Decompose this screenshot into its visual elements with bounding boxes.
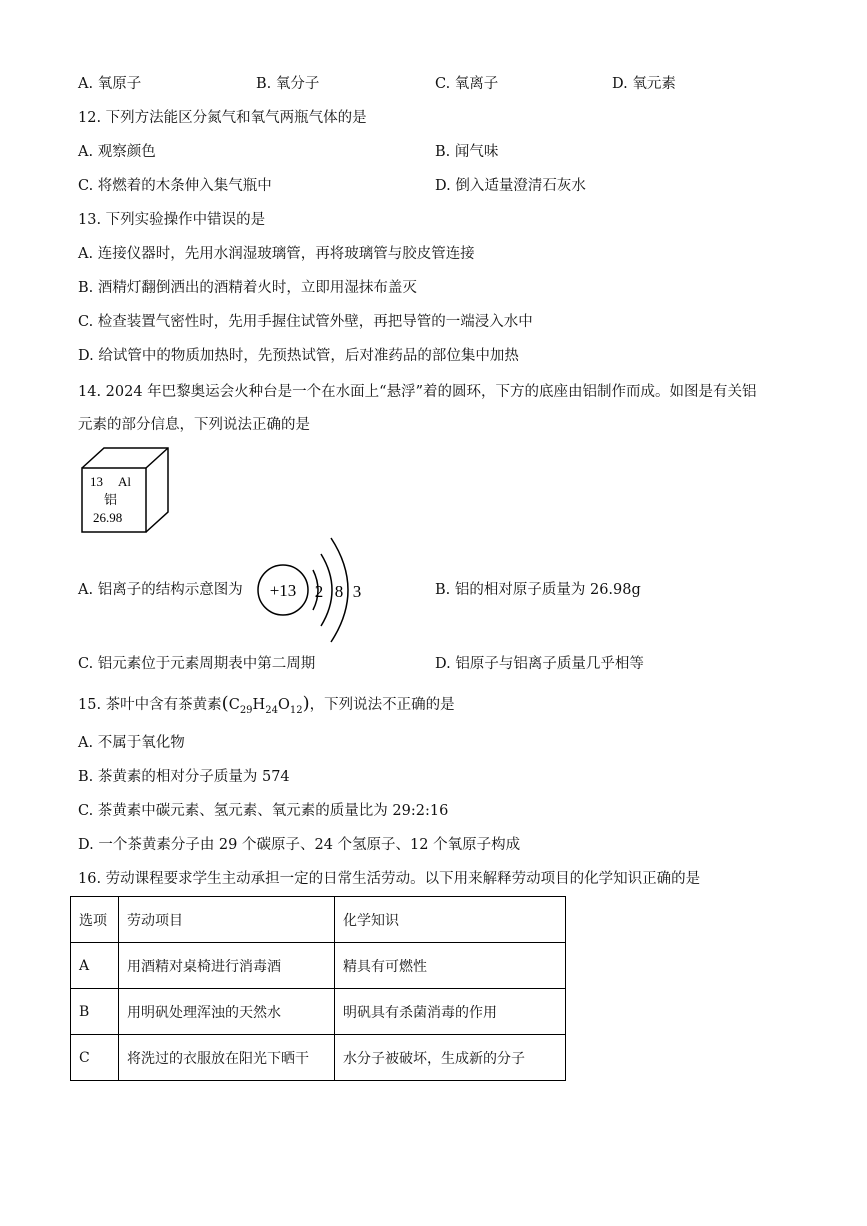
q12-stem: 12. 下列方法能区分氮气和氧气两瓶气体的是 [78,110,367,126]
row-b-labor: 用明矾处理浑浊的天然水 [119,989,335,1035]
element-cell-cube [80,446,170,534]
q14-option-b: B. 铝的相对原子质量为 26.98g [435,582,641,598]
element-symbol: Al [118,474,131,489]
table-row [71,1035,566,1081]
formula-open-paren: ( [221,693,229,714]
q11-option-c: C. 氧离子 [435,76,499,92]
q11-option-d: D. 氧元素 [612,76,676,92]
shell-2-electrons: 8 [334,582,344,601]
q15-option-b: B. 茶黄素的相对分子质量为 574 [78,769,290,785]
q12-option-d: D. 倒入适量澄清石灰水 [435,178,586,194]
row-c-option: C [71,1035,119,1081]
q13-option-c: C. 检查装置气密性时，先用手握住试管外壁，再把导管的一端浸入水中 [78,314,533,330]
q14-stem-line2: 元素的部分信息，下列说法正确的是 [78,417,310,433]
element-name: 铝 [104,493,118,508]
table-header-row [71,897,566,943]
row-c-knowledge: 水分子被破坏，生成新的分子 [335,1035,566,1081]
element-number: 13 [90,474,103,489]
header-chemistry-knowledge: 化学知识 [335,897,566,943]
q14-option-c: C. 铝元素位于元素周期表中第二周期 [78,656,316,672]
q15-stem-prefix: 15. 茶叶中含有茶黄素 [78,697,222,713]
q13-option-b: B. 酒精灯翻倒洒出的酒精着火时，立即用湿抹布盖灭 [78,280,417,296]
q12-option-c: C. 将燃着的木条伸入集气瓶中 [78,178,272,194]
q14-stem-line1: 14. 2024 年巴黎奥运会火种台是一个在水面上“悬浮”着的圆环，下方的底座由铝制作而成。如图是有关铝 [78,384,757,400]
q15-option-a: A. 不属于氧化物 [78,735,185,751]
q13-stem: 13. 下列实验操作中错误的是 [78,212,266,228]
shell-1-electrons: 2 [314,582,324,601]
q15-option-d: D. 一个茶黄素分子由 29 个碳原子、24 个氢原子、12 个氧原子构成 [78,837,521,853]
q15-option-c: C. 茶黄素中碳元素、氢元素、氧元素的质量比为 29:2:16 [78,803,449,819]
table-row [71,943,566,989]
formula-close-paren: ) [302,693,310,714]
shell-3-electrons: 3 [352,582,362,601]
q12-option-a: A. 观察颜色 [78,144,156,160]
q13-option-d: D. 给试管中的物质加热时，先预热试管，后对准药品的部位集中加热 [78,348,519,364]
header-option: 选项 [71,897,119,943]
row-c-labor: 将洗过的衣服放在阳光下晒干 [119,1035,335,1081]
nucleus-charge: +13 [269,581,297,600]
element-mass: 26.98 [93,510,123,525]
q13-option-a: A. 连接仪器时，先用水润湿玻璃管，再将玻璃管与胶皮管连接 [78,246,475,262]
row-b-option: B [71,989,119,1035]
q11-option-b: B. 氧分子 [256,76,320,92]
q14-option-a: A. 铝离子的结构示意图为 [78,582,243,598]
q16-stem: 16. 劳动课程要求学生主动承担一定的日常生活劳动。以下用来解释劳动项目的化学知识正确的是 [78,871,701,887]
row-a-labor: 用酒精对桌椅进行消毒酒 [119,943,335,989]
row-b-knowledge: 明矾具有杀菌消毒的作用 [335,989,566,1035]
header-labor-item: 劳动项目 [119,897,335,943]
q12-option-b: B. 闻气味 [435,144,499,160]
q15-stem [78,694,455,721]
row-a-option: A [71,943,119,989]
labor-knowledge-table [70,896,566,1081]
q15-stem-suffix: ，下列说法不正确的是 [309,697,455,713]
row-a-knowledge: 精具有可燃性 [335,943,566,989]
table-row [71,989,566,1035]
theaflavin-formula: $C_{29}H_{24}O_{12}$ [228,697,303,716]
q14-option-d: D. 铝原子与铝离子质量几乎相等 [435,656,644,672]
q11-option-a: A. 氧原子 [78,76,142,92]
aluminum-structure-diagram [255,532,370,647]
